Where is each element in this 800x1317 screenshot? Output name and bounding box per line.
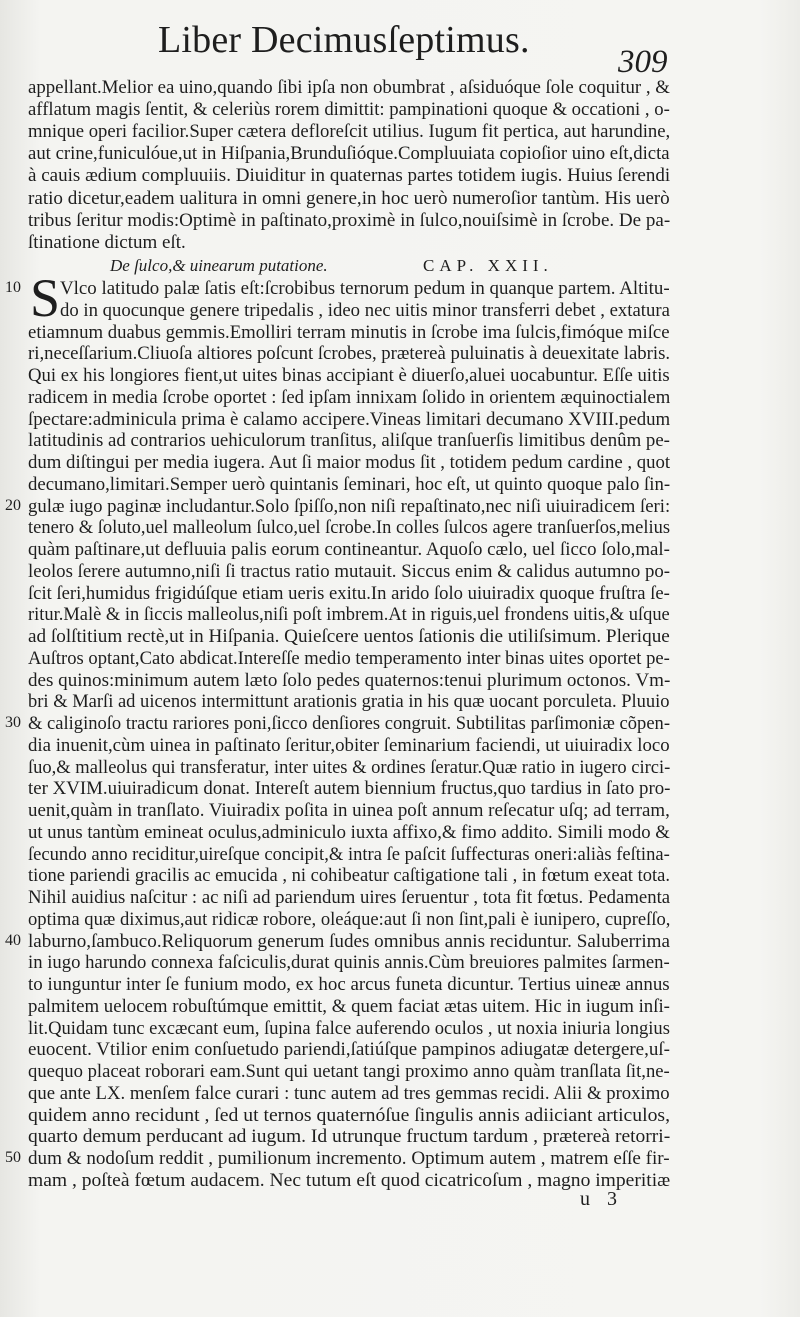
- text-line: do in quocunque genere tripedalis , ideo nec uitis minor transferri debet , extatura: [60, 299, 670, 321]
- text-line: quarto demum perducant ad iugum. Id utrunque fructum tardum , prætereà retorri-: [28, 1126, 671, 1148]
- chapter-number: CAP. XXII.: [423, 256, 553, 275]
- text-line: ſecundo anno reciditur,uireſque concipit,& intra ſe paſcit ſuffecturas oneri:aliàs feſtina-: [28, 843, 670, 865]
- text-line: uenit,quàm in tranſlato. Viuiradix poſita in uinea poſt annum reſecatur uſq; ad terram,: [28, 800, 670, 821]
- text-line: decumano,limitari.Semper uerò quintanis ſeminari, hoc eſt, ut quinto quoque palo ſin-: [28, 473, 671, 495]
- text-line: Auſtros optant,Cato abdicat.Intereſſe medio temperamento inter binas uites oportet pe-: [28, 647, 670, 669]
- margin-line-number: 20: [5, 496, 21, 514]
- margin-line-number: 10: [5, 279, 21, 296]
- margin-line-number: 30: [5, 714, 21, 731]
- text-line: à cauis ædium compluuiis. Diuiditur in quaternas partes totidem iugis. Huius ſerendi: [28, 165, 671, 187]
- section-heading: De ſulco,& uinearum putatione.: [110, 256, 328, 275]
- text-line: bri & Marſi ad uicenos intermittunt arationis gratia in his quæ uocant porculeta. Pluuio: [28, 691, 670, 713]
- text-line: in iugo harundo connexa faſciculis,durat quinis annis.Cùm breuiores palmites ſarmen-: [28, 952, 670, 974]
- text-line: ri,neceſſarium.Cliuoſa altiores poſcunt ſcrobes, prætereà puluinatis à deuexitate labris.: [28, 343, 671, 365]
- text-line: ſcit ſeri,humidus frigidúſque etiam ueris exitu.In arido ſolo uiuiradix quoque fruſtra ſe-: [28, 582, 670, 604]
- text-line: quàm paſtinare,ut defluuia palis eorum contineantur. Aquoſo cælo, uel ſicco ſolo,mal-: [28, 539, 670, 560]
- running-head: Liber Decimusſeptimus.: [158, 19, 530, 61]
- text-line: afflatum magis ſentit, & celeriùs rorem dimittit: pampinationi quoque & occationi , o-: [28, 99, 670, 121]
- text-line: palmitem uelocem robuſtúmque emittit, & quem faciat ætas uitem. Hic in iugum inſi-: [28, 995, 670, 1017]
- text-line: que ante LX. menſem falce curari : tunc autem ad tres gemmas recidi. Alii & proximo: [28, 1082, 670, 1104]
- text-line: latitudinis ad contrarios uehiculorum tranſitus, aliſque tranſuerſis limitibus denûm pe-: [28, 430, 670, 452]
- text-line: & caliginoſo tractu rariores poni,ſicco denſiores congruit. Subtilitas parſimoniæ cõpen-: [28, 713, 670, 734]
- page-number: 309: [618, 44, 668, 80]
- text-line: ſuo,& malleolus qui transferatur, inter uites & ordines ſeratur.Quæ ratio in iugero circi-: [28, 756, 671, 778]
- text-line: Nihil auidius naſcitur : ac niſi ad pariendum uires ſeruentur , tota fit fœtus. Pedamenta: [28, 887, 671, 908]
- text-line: to iunguntur inter ſe funium modo, ex hoc arcus funeta dicuntur. Tertius uineæ annus: [28, 974, 670, 995]
- text-line: dia inuenit,cùm uinea in paſtinato ſeritur,obiter ſeminarium faciendi, ut uiuiradix loco: [28, 734, 670, 756]
- text-line: aut crine,funiculóue,ut in Hiſpania,Brunduſióque.Compluuiata copioſior uino eſt,dicta: [28, 143, 670, 165]
- text-line: ter XVIM.uiuiradicum donat. Intereſt autem biennium fructus,quo tardius in ſato pro-: [28, 778, 671, 800]
- text-line: ratio dicetur,eadem ualitura in omni genere,in hoc uerò numeroſior tantùm. His uerò: [28, 187, 670, 209]
- text-line: ſpectare:adminicula prima è calamo accipere.Vineas limitari decumano XVIII.pedum: [28, 408, 671, 430]
- text-line: tione pariendi gracilis ac emucida , ni cohibeatur caſtigatione tali , in fœtum exeat tota.: [28, 865, 670, 887]
- text-line: etiamnum duabus gemmis.Emolliri terram minutis in ſcrobe ima ſulcis,fimóque miſce: [28, 321, 670, 343]
- text-line: gulæ iugo paginæ includantur.Solo ſpiſſo,non niſi repaſtinato,nec niſi uiuiradicem ſeri:: [28, 495, 671, 517]
- text-line: dum & nodoſum reddit , pumilionum incremento. Optimum autem , matrem eſſe fir-: [28, 1148, 670, 1169]
- margin-line-number: 40: [5, 931, 21, 949]
- text-line: tenero & ſoluto,uel malleolum ſulco,uel ſcrobe.In colles ſulcos agere tranſuerſos,melius: [28, 517, 671, 539]
- text-line: euocent. Vtilior enim conſuetudo pariendi,ſatiúſque pampinos adiugatæ detergere,uſ-: [28, 1039, 670, 1061]
- text-line: ritur.Malè & in ſiccis malleolus,niſi poſt imbrem.At in riguis,uel frondens uitis,& uſque: [28, 604, 670, 626]
- margin-line-number: 50: [5, 1149, 21, 1166]
- text-line: ut unus tantùm emineat oculus,adminiculo iuxta affixo,& fimo addito. Simili modo &: [28, 821, 670, 843]
- text-line: mam , poſteà fœtum audacem. Nec tutum eſt quod cicatricoſum , magno imperitiæ: [28, 1169, 671, 1191]
- text-line: quidem anno recidunt , ſed ut ternos quaternóſue ſingulis annis adiiciant articulos,: [28, 1104, 671, 1126]
- text-line: Vlco latitudo palæ ſatis eſt:ſcrobibus ternorum pedum in quanque partem. Altitu-: [60, 278, 670, 299]
- text-line: ſtinatione dictum eſt.: [28, 231, 186, 253]
- text-line: tribus ſeritur modis:Optimè in paſtinato,proximè in ſulco,nouiſsimè in ſcrobe. De pa-: [28, 209, 671, 231]
- drop-initial: S: [30, 268, 61, 328]
- text-line: ad ſolſtitium rectè,ut in Hiſpania. Quieſcere uentos ſationis die utiliſsimum. Plerique: [28, 626, 670, 647]
- text-line: dum diſtingui per media iugera. Aut ſi maior modus ſit , totidem pedum cardine , quot: [28, 452, 671, 473]
- signature-mark: u 3: [580, 1188, 623, 1210]
- text-line: leolos ſerere autumno,niſi ſi tractus ratio mutauit. Siccus enim & calidus autumno po-: [28, 560, 671, 582]
- text-line: radicem in media ſcrobe oportet : ſed ipſam innixam ſolido in orientem æquinoctialem: [28, 386, 671, 408]
- text-line: appellant.Melior ea uino,quando ſibi ipſa non obumbrat , aſsiduóque ſole coquitur , &: [28, 77, 670, 98]
- text-line: Qui ex his longiores fient,ut uites binas accipiant è diuerſo,aluei uocabuntur. Eſſe uitis: [28, 365, 670, 386]
- text-line: lit.Quidam tunc excæcant eum, ſupina falce auferendo oculos , ut noxia iniuria longius: [28, 1017, 670, 1039]
- text-line: quequo placeat roborari eam.Sunt qui uetant tangi proximo anno quàm tranſlata ſit,ne-: [28, 1061, 670, 1082]
- text-line: des quinos:minimum autem læto ſolo pedes quaternos:tenui plurimum octonos. Vm-: [28, 669, 671, 691]
- text-line: mnique operi facilior.Super cætera defloreſcit utilius. Iugum fit pertica, aut harundine,: [28, 121, 671, 143]
- text-line: optima quæ diximus,aut ridicæ robore, oleáque:aut ſi non ſint,pali è iunipero, cupreſſo,: [28, 908, 671, 930]
- text-line: laburno,ſambuco.Reliquorum generum ſudes omnibus annis reciduntur. Saluberrima: [28, 930, 671, 952]
